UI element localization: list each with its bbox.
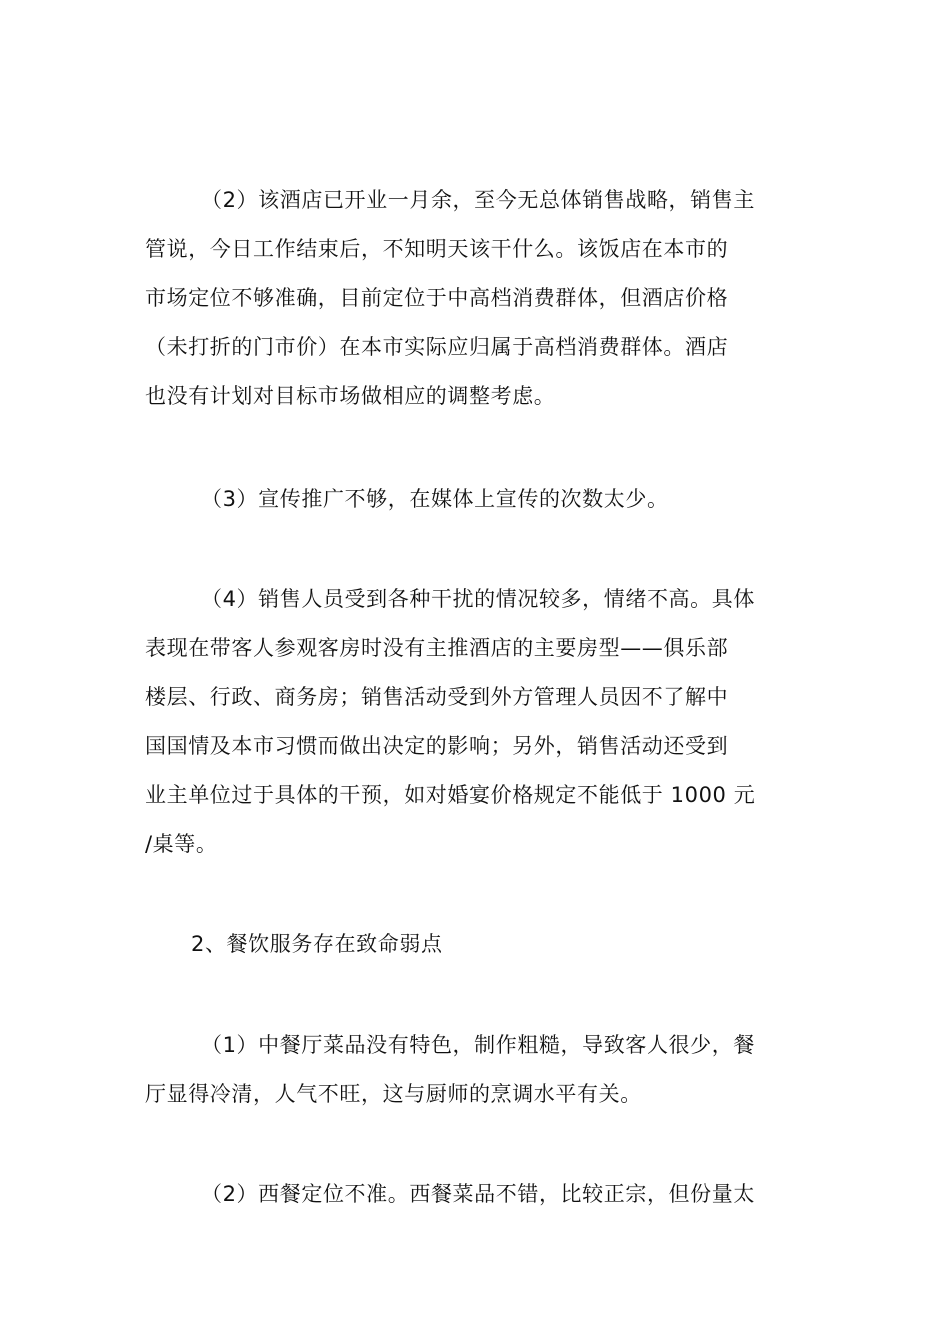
section-heading: 2、餐饮服务存在致命弱点 bbox=[191, 932, 443, 956]
text-line: （1）中餐厅菜品没有特色，制作粗糙，导致客人很少，餐 bbox=[201, 1033, 755, 1057]
paragraph-sales-strategy bbox=[145, 176, 810, 421]
text-line: （2）该酒店已开业一月余，至今无总体销售战略，销售主 bbox=[201, 188, 755, 212]
text-line: 也没有计划对目标市场做相应的调整考虑。 bbox=[145, 384, 556, 408]
text-line: （未打折的门市价）在本市实际应归属于高档消费群体。酒店 bbox=[145, 335, 729, 359]
text-line: /桌等。 bbox=[145, 832, 218, 856]
text-line: （2）西餐定位不准。西餐菜品不错，比较正宗，但份量太 bbox=[201, 1182, 755, 1206]
text-line: 楼层、行政、商务房；销售活动受到外方管理人员因不了解中 bbox=[145, 685, 729, 709]
text-line: （4）销售人员受到各种干扰的情况较多，情绪不高。具体 bbox=[201, 587, 755, 611]
text-line: 市场定位不够准确，目前定位于中高档消费群体，但酒店价格 bbox=[145, 286, 729, 310]
text-line: 表现在带客人参观客房时没有主推酒店的主要房型——俱乐部 bbox=[145, 636, 729, 660]
text-line: 国国情及本市习惯而做出决定的影响；另外，销售活动还受到 bbox=[145, 734, 729, 758]
paragraph-promotion bbox=[145, 475, 810, 524]
text-line: （3）宣传推广不够，在媒体上宣传的次数太少。 bbox=[201, 487, 669, 511]
text-line: 管说，今日工作结束后，不知明天该干什么。该饭店在本市的 bbox=[145, 237, 729, 261]
paragraph-western-restaurant bbox=[145, 1170, 810, 1219]
text-line: 厅显得冷清，人气不旺，这与厨师的烹调水平有关。 bbox=[145, 1082, 642, 1106]
paragraph-sales-staff bbox=[145, 575, 810, 869]
text-line: 业主单位过于具体的干预，如对婚宴价格规定不能低于 1000 元 bbox=[145, 783, 756, 807]
paragraph-chinese-restaurant bbox=[145, 1021, 810, 1119]
